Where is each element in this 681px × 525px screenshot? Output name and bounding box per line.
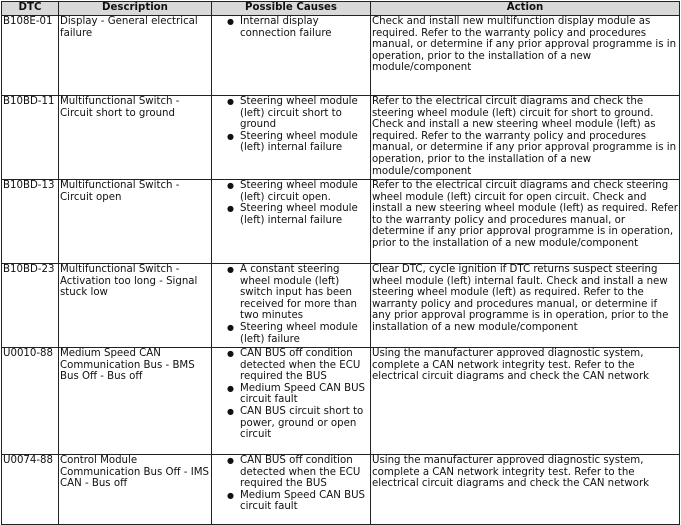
cause-item: ● Medium Speed CAN BUS circuit fault — [213, 490, 369, 513]
dtc-action: Refer to the electrical circuit diagrams and check the steering wheel module (left) circuit for short to ground. Check and install a new steering wheel module (left) as required. Refer to the warranty policy and procedures manual, or determine if any prior approval programme is in operation, prior to the installation of a new module/component — [371, 96, 680, 180]
table-header-row — [2, 2, 680, 16]
cause-item: ● Internal display connection failure — [213, 16, 369, 39]
dtc-action: Using the manufacturer approved diagnostic system, complete a CAN network integrity test. Refer to the electrical circuit diagrams and check the CAN network — [371, 455, 680, 525]
possible-causes-list — [213, 180, 369, 226]
dtc-code: B10BD-11 — [2, 96, 59, 180]
table-row — [2, 96, 680, 180]
table-row — [2, 455, 680, 525]
possible-causes-list — [213, 96, 369, 154]
cause-item: ● CAN BUS off condition detected when the ECU required the BUS — [213, 455, 369, 490]
dtc-description: Display - General electrical failure — [59, 16, 212, 96]
dtc-action: Check and install new multifunction display module as required. Refer to the warranty policy and procedures manual, or determine if any prior approval programme is in operation, prior to the installation of a new module/component — [371, 16, 680, 96]
header-dtc: DTC — [2, 2, 59, 16]
dtc-description: Multifunctional Switch - Circuit open — [59, 180, 212, 264]
dtc-description: Control Module Communication Bus Off - IMS CAN - Bus off — [59, 455, 212, 525]
cause-item: ● Medium Speed CAN BUS circuit fault — [213, 383, 369, 406]
dtc-action: Clear DTC, cycle ignition if DTC returns suspect steering wheel module (left) internal fault. Check and install a new steering wheel module (left) as required. Refer to the warranty policy and procedures manual, or determine if any prior approval programme is in operation, prior to the installation of a new module/component — [371, 264, 680, 348]
dtc-description: Multifunctional Switch - Circuit short to ground — [59, 96, 212, 180]
cause-item: ● A constant steering wheel module (left) switch input has been received for more than two minutes — [213, 264, 369, 322]
possible-causes-list — [213, 455, 369, 513]
possible-causes-list — [213, 16, 369, 39]
dtc-code: B108E-01 — [2, 16, 59, 96]
cause-item: ● CAN BUS circuit short to power, ground or open circuit — [213, 406, 369, 441]
cause-item: ● Steering wheel module (left) circuit open. — [213, 180, 369, 203]
dtc-description: Multifunctional Switch - Activation too long - Signal stuck low — [59, 264, 212, 348]
dtc-action: Refer to the electrical circuit diagrams and check steering wheel module (left) circuit for open circuit. Check and install a new steering wheel module (left) as required. Refer to the warranty policy and procedures manual, or determine if any prior approval programme is in operation, prior to the installation of a new module/component — [371, 180, 680, 264]
table-row — [2, 16, 680, 96]
possible-causes-cell — [212, 96, 371, 180]
possible-causes-cell — [212, 455, 371, 525]
dtc-code: U0010-88 — [2, 348, 59, 455]
table-row — [2, 348, 680, 455]
cause-item: ● Steering wheel module (left) failure — [213, 322, 369, 345]
possible-causes-list — [213, 348, 369, 441]
possible-causes-cell — [212, 16, 371, 96]
dtc-code: B10BD-13 — [2, 180, 59, 264]
dtc-table — [1, 1, 680, 525]
header-description: Description — [59, 2, 212, 16]
cause-item: ● Steering wheel module (left) internal failure — [213, 131, 369, 154]
header-possible-causes: Possible Causes — [212, 2, 371, 16]
possible-causes-cell — [212, 348, 371, 455]
dtc-code: B10BD-23 — [2, 264, 59, 348]
dtc-description: Medium Speed CAN Communication Bus - BMS Bus Off - Bus off — [59, 348, 212, 455]
dtc-code: U0074-88 — [2, 455, 59, 525]
header-action: Action — [371, 2, 680, 16]
possible-causes-cell — [212, 264, 371, 348]
cause-item: ● CAN BUS off condition detected when the ECU required the BUS — [213, 348, 369, 383]
possible-causes-list — [213, 264, 369, 345]
cause-item: ● Steering wheel module (left) circuit short to ground — [213, 96, 369, 131]
table-row — [2, 180, 680, 264]
dtc-action: Using the manufacturer approved diagnostic system, complete a CAN network integrity test. Refer to the electrical circuit diagrams and check the CAN network — [371, 348, 680, 455]
possible-causes-cell — [212, 180, 371, 264]
table-row — [2, 264, 680, 348]
cause-item: ● Steering wheel module (left) internal failure — [213, 203, 369, 226]
